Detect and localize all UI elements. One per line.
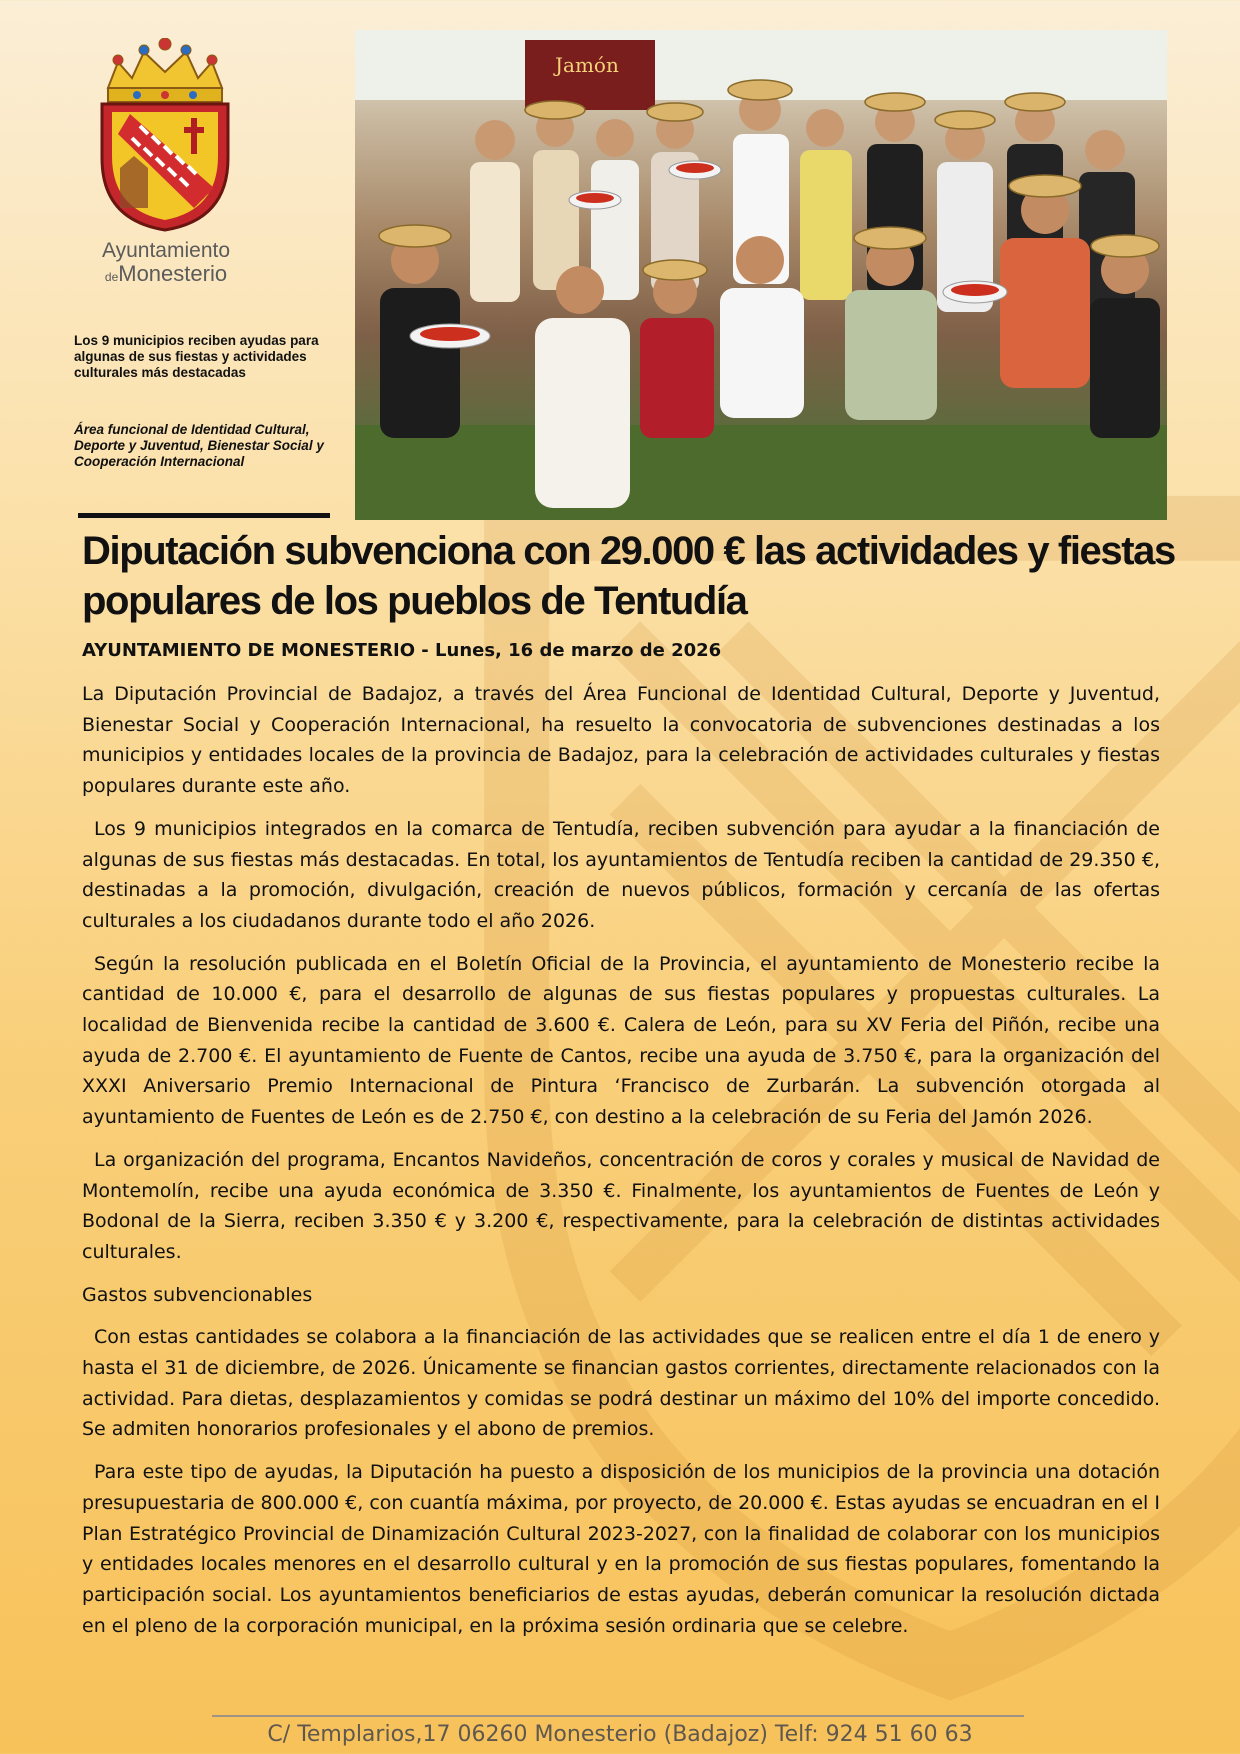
- article-paragraph: Los 9 municipios integrados en la comarca de Tentudía, reciben subvención para ayudar a la financiación de algunas de sus fiestas más destacadas. En total, los ayuntamientos de Tentudía reciben la cantidad de 29.350 €, destinadas a la promoción, divulgación, creación de nuevos públicos, formación y cercanía de las ofertas culturales a los ciudadanos durante todo el año 2026.: [82, 817, 1160, 932]
- article-body: [82, 679, 1160, 1653]
- article-byline: AYUNTAMIENTO DE MONESTERIO - Lunes, 16 de marzo de 2026: [82, 640, 722, 661]
- article-paragraph: La Diputación Provincial de Badajoz, a través del Área Funcional de Identidad Cultural, Deporte y Juventud, Bienestar Social y Cooperación Internacional, ha resuelto la convocatoria de subvenciones destinadas a los municipios y entidades locales de la provincia de Badajoz, para la celebración de actividades culturales y fiestas populares durante este año.: [82, 683, 1160, 798]
- logo-wordmark: [86, 240, 246, 285]
- shield-icon: [102, 104, 228, 230]
- logo-line-2-name: Monesterio: [118, 261, 228, 286]
- article-subheading: Gastos subvencionables: [82, 1283, 313, 1306]
- article-paragraph: Según la resolución publicada en el Boletín Oficial de la Provincia, el ayuntamiento de Monesterio recibe la cantidad de 10.000 €, para el desarrollo de algunas de sus fiestas populares y propuestas culturales. La localidad de Bienvenida recibe la cantidad de 3.600 €. Calera de León, para su XV Feria del Piñón, recibe una ayuda de 2.700 €. El ayuntamiento de Fuente de Cantos, recibe una ayuda de 3.750 €, para la organización del XXXI Aniversario Premio Internacional de Pintura ‘Francisco de Zurbarán. La subvención otorgada al ayuntamiento de Fuentes de León es de 2.750 €, con destino a la celebración de su Feria del Jamón 2026.: [82, 952, 1160, 1129]
- divider: [78, 513, 330, 518]
- logo-line-1: Ayuntamiento: [101, 239, 231, 262]
- crown-icon: [108, 38, 222, 102]
- group-photo-illustration: [355, 30, 1167, 520]
- summary-note: Los 9 municipios reciben ayudas para algunas de sus fiestas y actividades culturales más destacadas: [74, 333, 319, 380]
- area-note: Área funcional de Identidad Cultural, Deporte y Juventud, Bienestar Social y Cooperación Internacional: [74, 422, 324, 469]
- group-photo: [355, 30, 1167, 520]
- article-paragraph: La organización del programa, Encantos Navideños, concentración de coros y corales y musical de Navidad de Montemolín, recibe una ayuda económica de 3.350 €. Finalmente, los ayuntamientos de Fuentes de León y Bodonal de la Sierra, reciben 3.350 € y 3.200 €, respectivamente, para la celebración de distintas actividades culturales.: [82, 1148, 1160, 1263]
- photo-sign-text: Jamón: [555, 53, 619, 77]
- logo-line-2: [86, 263, 246, 285]
- footer-divider: [212, 1715, 1024, 1717]
- article-paragraph: Con estas cantidades se colabora a la financiación de las actividades que se realicen entre el día 1 de enero y hasta el 31 de diciembre, de 2026. Únicamente se financian gastos corrientes, directamente relacionados con la actividad. Para dietas, desplazamientos y comidas se podrá destinar un máximo del 10% del importe concedido. Se admiten honorarios profesionales y el abono de premios.: [82, 1326, 1160, 1441]
- article-headline: Diputación subvenciona con 29.000 € las actividades y fiestas populares de los pueblos de Tentudía: [82, 529, 1175, 623]
- article-paragraph: Para este tipo de ayudas, la Diputación ha puesto a disposición de los municipios de la provincia una dotación presupuestaria de 800.000 €, con cuantía máxima, por proyecto, de 20.000 €. Estas ayudas se encuadran en el I Plan Estratégico Provincial de Dinamización Cultural 2023-2027, con la finalidad de colaborar con los municipios y entidades locales menores en el desarrollo cultural y en la promoción de sus fiestas populares, fomentando la participación social. Los ayuntamientos beneficiarios de estas ayudas, deberán comunicar la resolución dictada en el pleno de la corporación municipal, en la próxima sesión ordinaria que se celebre.: [82, 1461, 1160, 1637]
- logo-line-2-prefix: de: [104, 270, 119, 284]
- footer-address: C/ Templarios,17 06260 Monesterio (Badajoz) Telf: 924 51 60 63: [267, 1722, 973, 1747]
